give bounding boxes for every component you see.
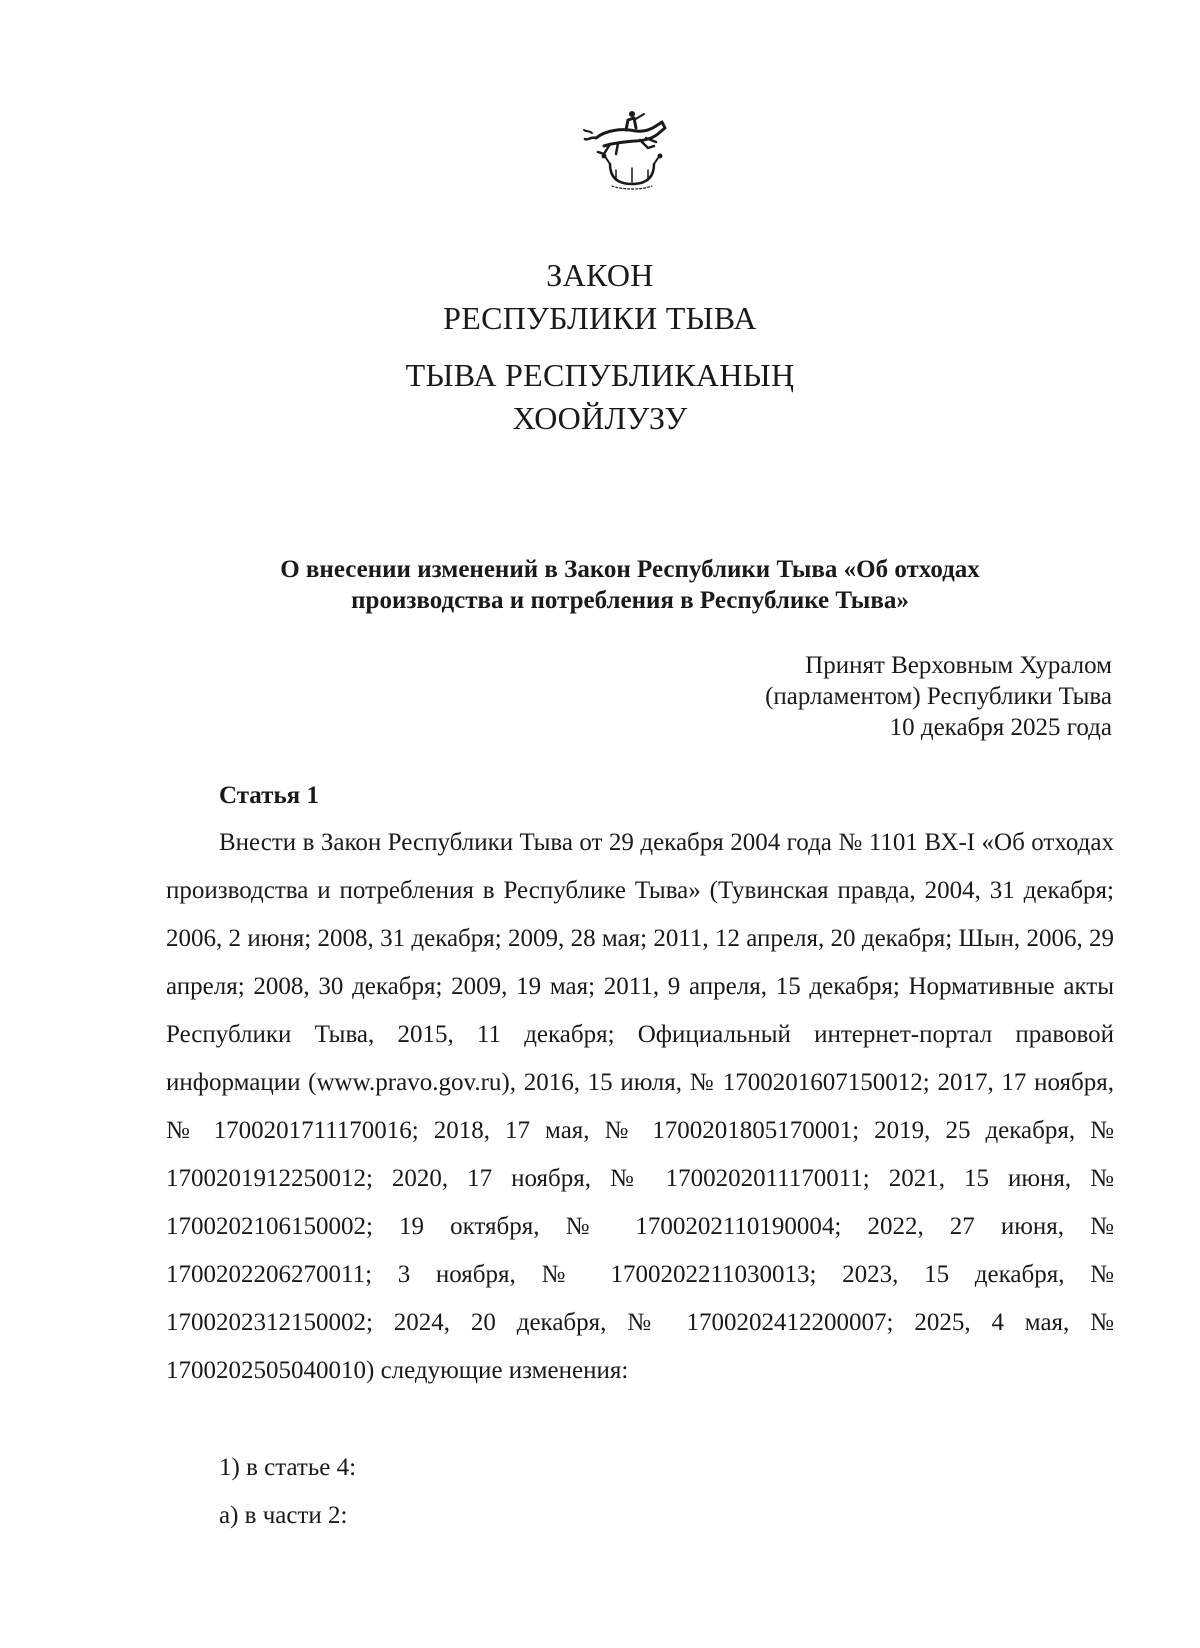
law-heading-line-1: О внесении изменений в Закон Республики Тыва «Об отходах — [280, 556, 980, 583]
adoption-line-1: Принят Верховным Хуралом — [805, 652, 1112, 679]
law-heading — [180, 554, 1080, 616]
list-item-a: а) в части 2: — [219, 1502, 348, 1529]
tuva-emblem-rider-icon — [582, 108, 692, 198]
law-heading-line-2: производства и потребления в Республике Тыва» — [351, 587, 909, 614]
title-tyv-line-2: ХООЙЛУЗУ — [512, 400, 688, 436]
list-item-1: 1) в статье 4: — [219, 1454, 357, 1481]
law-title-tuvan — [0, 354, 1200, 440]
title-ru-line-2: РЕСПУБЛИКИ ТЫВА — [443, 300, 757, 336]
adoption-date: 10 декабря 2025 года — [889, 714, 1112, 741]
law-title-russian — [0, 254, 1200, 340]
title-ru-line-1: ЗАКОН — [546, 257, 654, 293]
article-body: Внести в Закон Республики Тыва от 29 декабря 2004 года № 1101 ВХ-I «Об отходах производства и потребления в Республике Тыва» (Тувинская правда, 2004, 31 декабря; 2006, 2 июня; 2008, 31 декабря; 2009, 28 мая; 2011, 12 апреля, 20 декабря; Шын, 2006, 29 апреля; 2008, 30 декабря; 2009, 19 мая; 2011, 9 апреля, 15 декабря; Нормативные акты Республики Тыва, 2015, 11 декабря; Официальный интернет-портал правовой информации (www.pravo.gov.ru), 2016, 15 июля, № 1700201607150012; 2017, 17 ноября, № 1700201711170016; 2018, 17 мая, № 1700201805170001; 2019, 25 декабря, № 1700201912250012; 2020, 17 ноября, № 1700202011170011; 2021, 15 июня, № 1700202106150002; 19 октября, № 1700202110190004; 2022, 27 июня, № 1700202206270011; 3 ноября, № 1700202211030013; 2023, 15 декабря, № 1700202312150002; 2024, 20 декабря, № 1700202412200007; 2025, 4 мая, № 1700202505040010) следующие изменения: — [166, 829, 1114, 1384]
adoption-note — [765, 650, 1112, 743]
adoption-line-2: (парламентом) Республики Тыва — [765, 683, 1112, 710]
article-title: Статья 1 — [219, 782, 319, 809]
title-tyv-line-1: ТЫВА РЕСПУБЛИКАНЫҢ — [405, 357, 795, 393]
